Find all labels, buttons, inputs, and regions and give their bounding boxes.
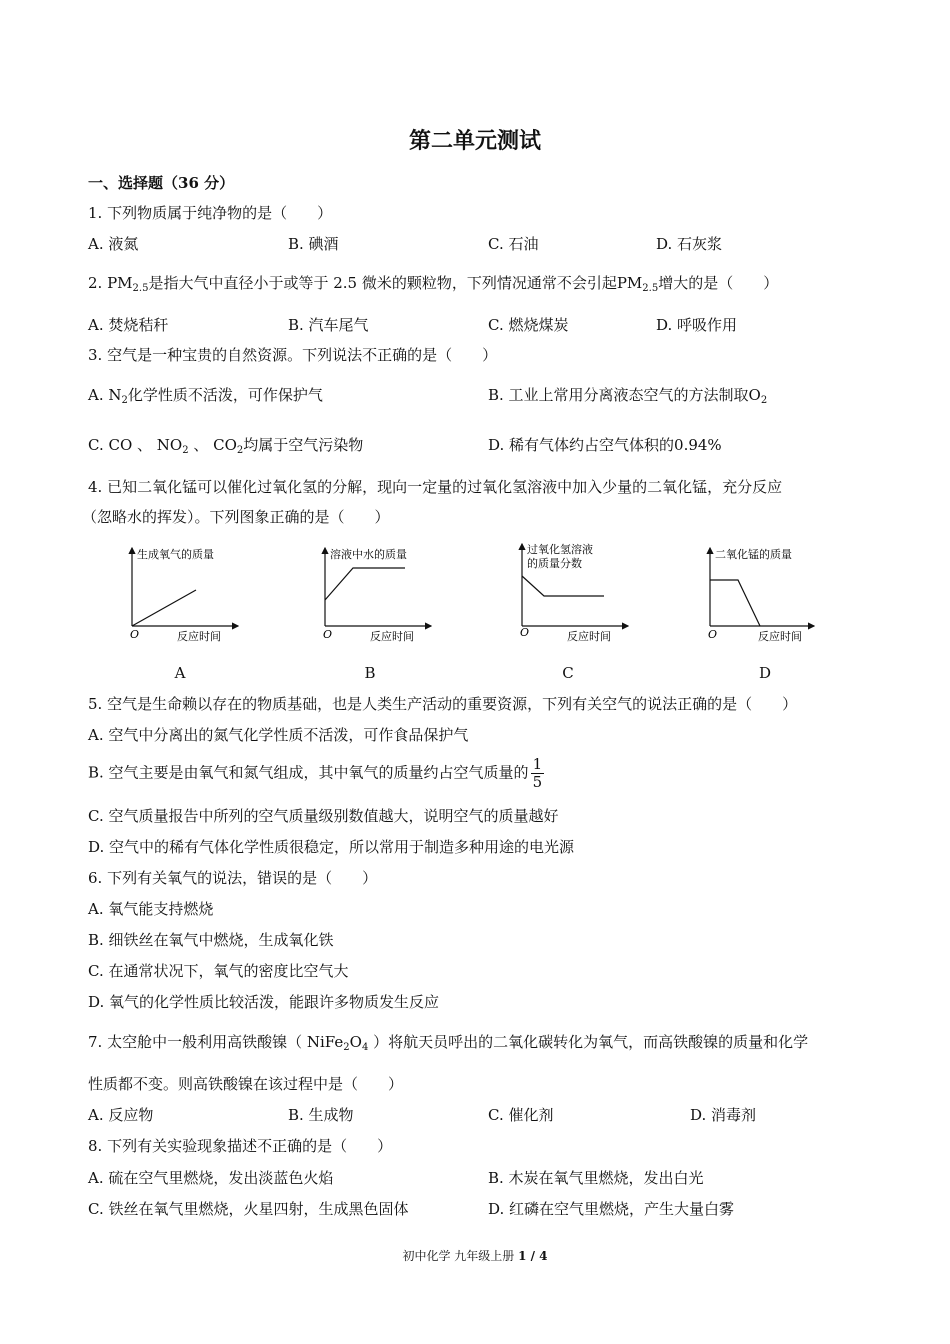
q7-option-d: D. 消毒剂 bbox=[690, 1106, 757, 1124]
graph-c-ylabel2: 的质量分数 bbox=[527, 557, 582, 570]
graph-c-xlabel: 反应时间 bbox=[567, 630, 611, 643]
q4-stem-line1: 4. 已知二氧化锰可以催化过氧化氢的分解，现向一定量的过氧化氢溶液中加入少量的二氧化锰，充分反应 bbox=[88, 478, 783, 496]
q2-stem: 2. $PM_{2.5}$是指大气中直径小于或等于 2.5 微米的颗粒物，下列情况通常不会引起$PM_{2.5}$增大的是（ ） bbox=[88, 274, 779, 294]
q3-option-a: A. $N_2$化学性质不活泼，可作保护气 bbox=[88, 386, 323, 406]
q8-stem: 8. 下列有关实验现象描述不正确的是（ ） bbox=[88, 1137, 393, 1155]
page-footer: 初中化学 九年级上册 1 / 4 bbox=[402, 1249, 548, 1263]
q6-stem: 6. 下列有关氧气的说法，错误的是（ ） bbox=[88, 869, 378, 887]
q1-option-d: D. 石灰浆 bbox=[656, 235, 723, 253]
graph-d-curve bbox=[710, 580, 760, 626]
q7-option-a: A. 反应物 bbox=[88, 1106, 154, 1124]
graph-a bbox=[130, 547, 238, 643]
q7-stem-line2: 性质都不变。则高铁酸镍在该过程中是（ ） bbox=[88, 1075, 404, 1093]
q8-option-c: C. 铁丝在氧气里燃烧，火星四射，生成黑色固体 bbox=[88, 1200, 409, 1218]
graph-b-xlabel: 反应时间 bbox=[370, 630, 414, 643]
q3-option-b: B. 工业上常用分离液态空气的方法制取$O_2$ bbox=[488, 386, 768, 406]
graph-d-origin: O bbox=[708, 628, 718, 641]
section-heading: 一、选择题（36 分） bbox=[88, 174, 235, 192]
q4-stem-line2: （忽略水的挥发）。下列图象正确的是（ ） bbox=[82, 508, 390, 526]
q5-option-c: C. 空气质量报告中所列的空气质量级别数值越大，说明空气的质量越好 bbox=[88, 807, 559, 825]
graph-b-ylabel: 溶液中水的质量 bbox=[330, 548, 407, 561]
q1-option-c: C. 石油 bbox=[488, 235, 539, 253]
q7-option-b: B. 生成物 bbox=[288, 1106, 354, 1124]
q8-option-b: B. 木炭在氧气里燃烧，发出白光 bbox=[488, 1169, 704, 1187]
graph-a-origin: O bbox=[130, 628, 140, 641]
q7-stem-line1: 7. 太空舱中一般利用高铁酸镍（ $NiFe_2O_4$ ）将航天员呼出的二氧化碳转化为氧气，而高铁酸镍的质量和化学 bbox=[88, 1033, 809, 1053]
q1-stem: 1. 下列物质属于纯净物的是（ ） bbox=[88, 204, 333, 222]
graph-c-ylabel: 过氧化氢溶液 bbox=[527, 543, 593, 556]
graph-d bbox=[708, 547, 814, 643]
graph-b bbox=[323, 547, 431, 643]
graph-b-curve bbox=[325, 568, 405, 600]
q1-option-a: A. 液氮 bbox=[88, 235, 139, 253]
graph-c-letter: C bbox=[562, 664, 574, 682]
q2-option-b: B. 汽车尾气 bbox=[288, 316, 369, 334]
graph-c-curve bbox=[522, 576, 604, 596]
graph-c bbox=[520, 542, 628, 643]
q3-option-c: C. CO 、 $NO_2$ 、 $CO_2$均属于空气污染物 bbox=[88, 436, 364, 456]
page-title: 第二单元测试 bbox=[408, 129, 541, 154]
q5-option-a: A. 空气中分离出的氮气化学性质不活泼，可作食品保护气 bbox=[88, 726, 469, 744]
q6-option-b: B. 细铁丝在氧气中燃烧，生成氧化铁 bbox=[88, 931, 334, 949]
q8-option-d: D. 红磷在空气里燃烧，产生大量白雾 bbox=[488, 1200, 735, 1218]
q2-option-c: C. 燃烧煤炭 bbox=[488, 316, 569, 334]
q2-option-d: D. 呼吸作用 bbox=[656, 316, 738, 334]
q8-option-a: A. 硫在空气里燃烧，发出淡蓝色火焰 bbox=[88, 1169, 334, 1187]
graph-c-origin: O bbox=[520, 626, 530, 639]
q6-option-c: C. 在通常状况下，氧气的密度比空气大 bbox=[88, 962, 349, 980]
q3-stem: 3. 空气是一种宝贵的自然资源。下列说法不正确的是（ ） bbox=[88, 346, 498, 364]
graph-d-letter: D bbox=[758, 664, 772, 682]
q5-stem: 5. 空气是生命赖以存在的物质基础，也是人类生产活动的重要资源，下列有关空气的说法正确的是（ ） bbox=[88, 695, 798, 713]
graph-a-xlabel: 反应时间 bbox=[177, 630, 221, 643]
graph-b-letter: B bbox=[364, 664, 376, 682]
graph-a-letter: A bbox=[174, 664, 186, 682]
graph-a-curve bbox=[132, 590, 196, 626]
graph-b-origin: O bbox=[323, 628, 333, 641]
q6-option-d: D. 氧气的化学性质比较活泼，能跟许多物质发生反应 bbox=[88, 993, 440, 1011]
q3-option-d: D. 稀有气体约占空气体积的0.94% bbox=[488, 436, 722, 454]
q5-option-b: B. 空气主要是由氧气和氮气组成，其中氧气的质量约占空气质量的 $\frac{1}{5}$ bbox=[88, 755, 543, 791]
page-number: 1 / 4 bbox=[518, 1249, 548, 1263]
q2-option-a: A. 焚烧秸秆 bbox=[88, 316, 169, 334]
q7-option-c: C. 催化剂 bbox=[488, 1106, 554, 1124]
graph-d-xlabel: 反应时间 bbox=[758, 630, 802, 643]
graph-a-ylabel: 生成氧气的质量 bbox=[137, 548, 214, 561]
fraction-one-fifth: $\frac{1}{5}$ bbox=[532, 755, 543, 791]
q1-option-b: B. 碘酒 bbox=[288, 235, 339, 253]
q5-option-d: D. 空气中的稀有气体化学性质很稳定，所以常用于制造多种用途的电光源 bbox=[88, 838, 575, 856]
q6-option-a: A. 氧气能支持燃烧 bbox=[88, 900, 214, 918]
graph-d-ylabel: 二氧化锰的质量 bbox=[715, 548, 792, 561]
